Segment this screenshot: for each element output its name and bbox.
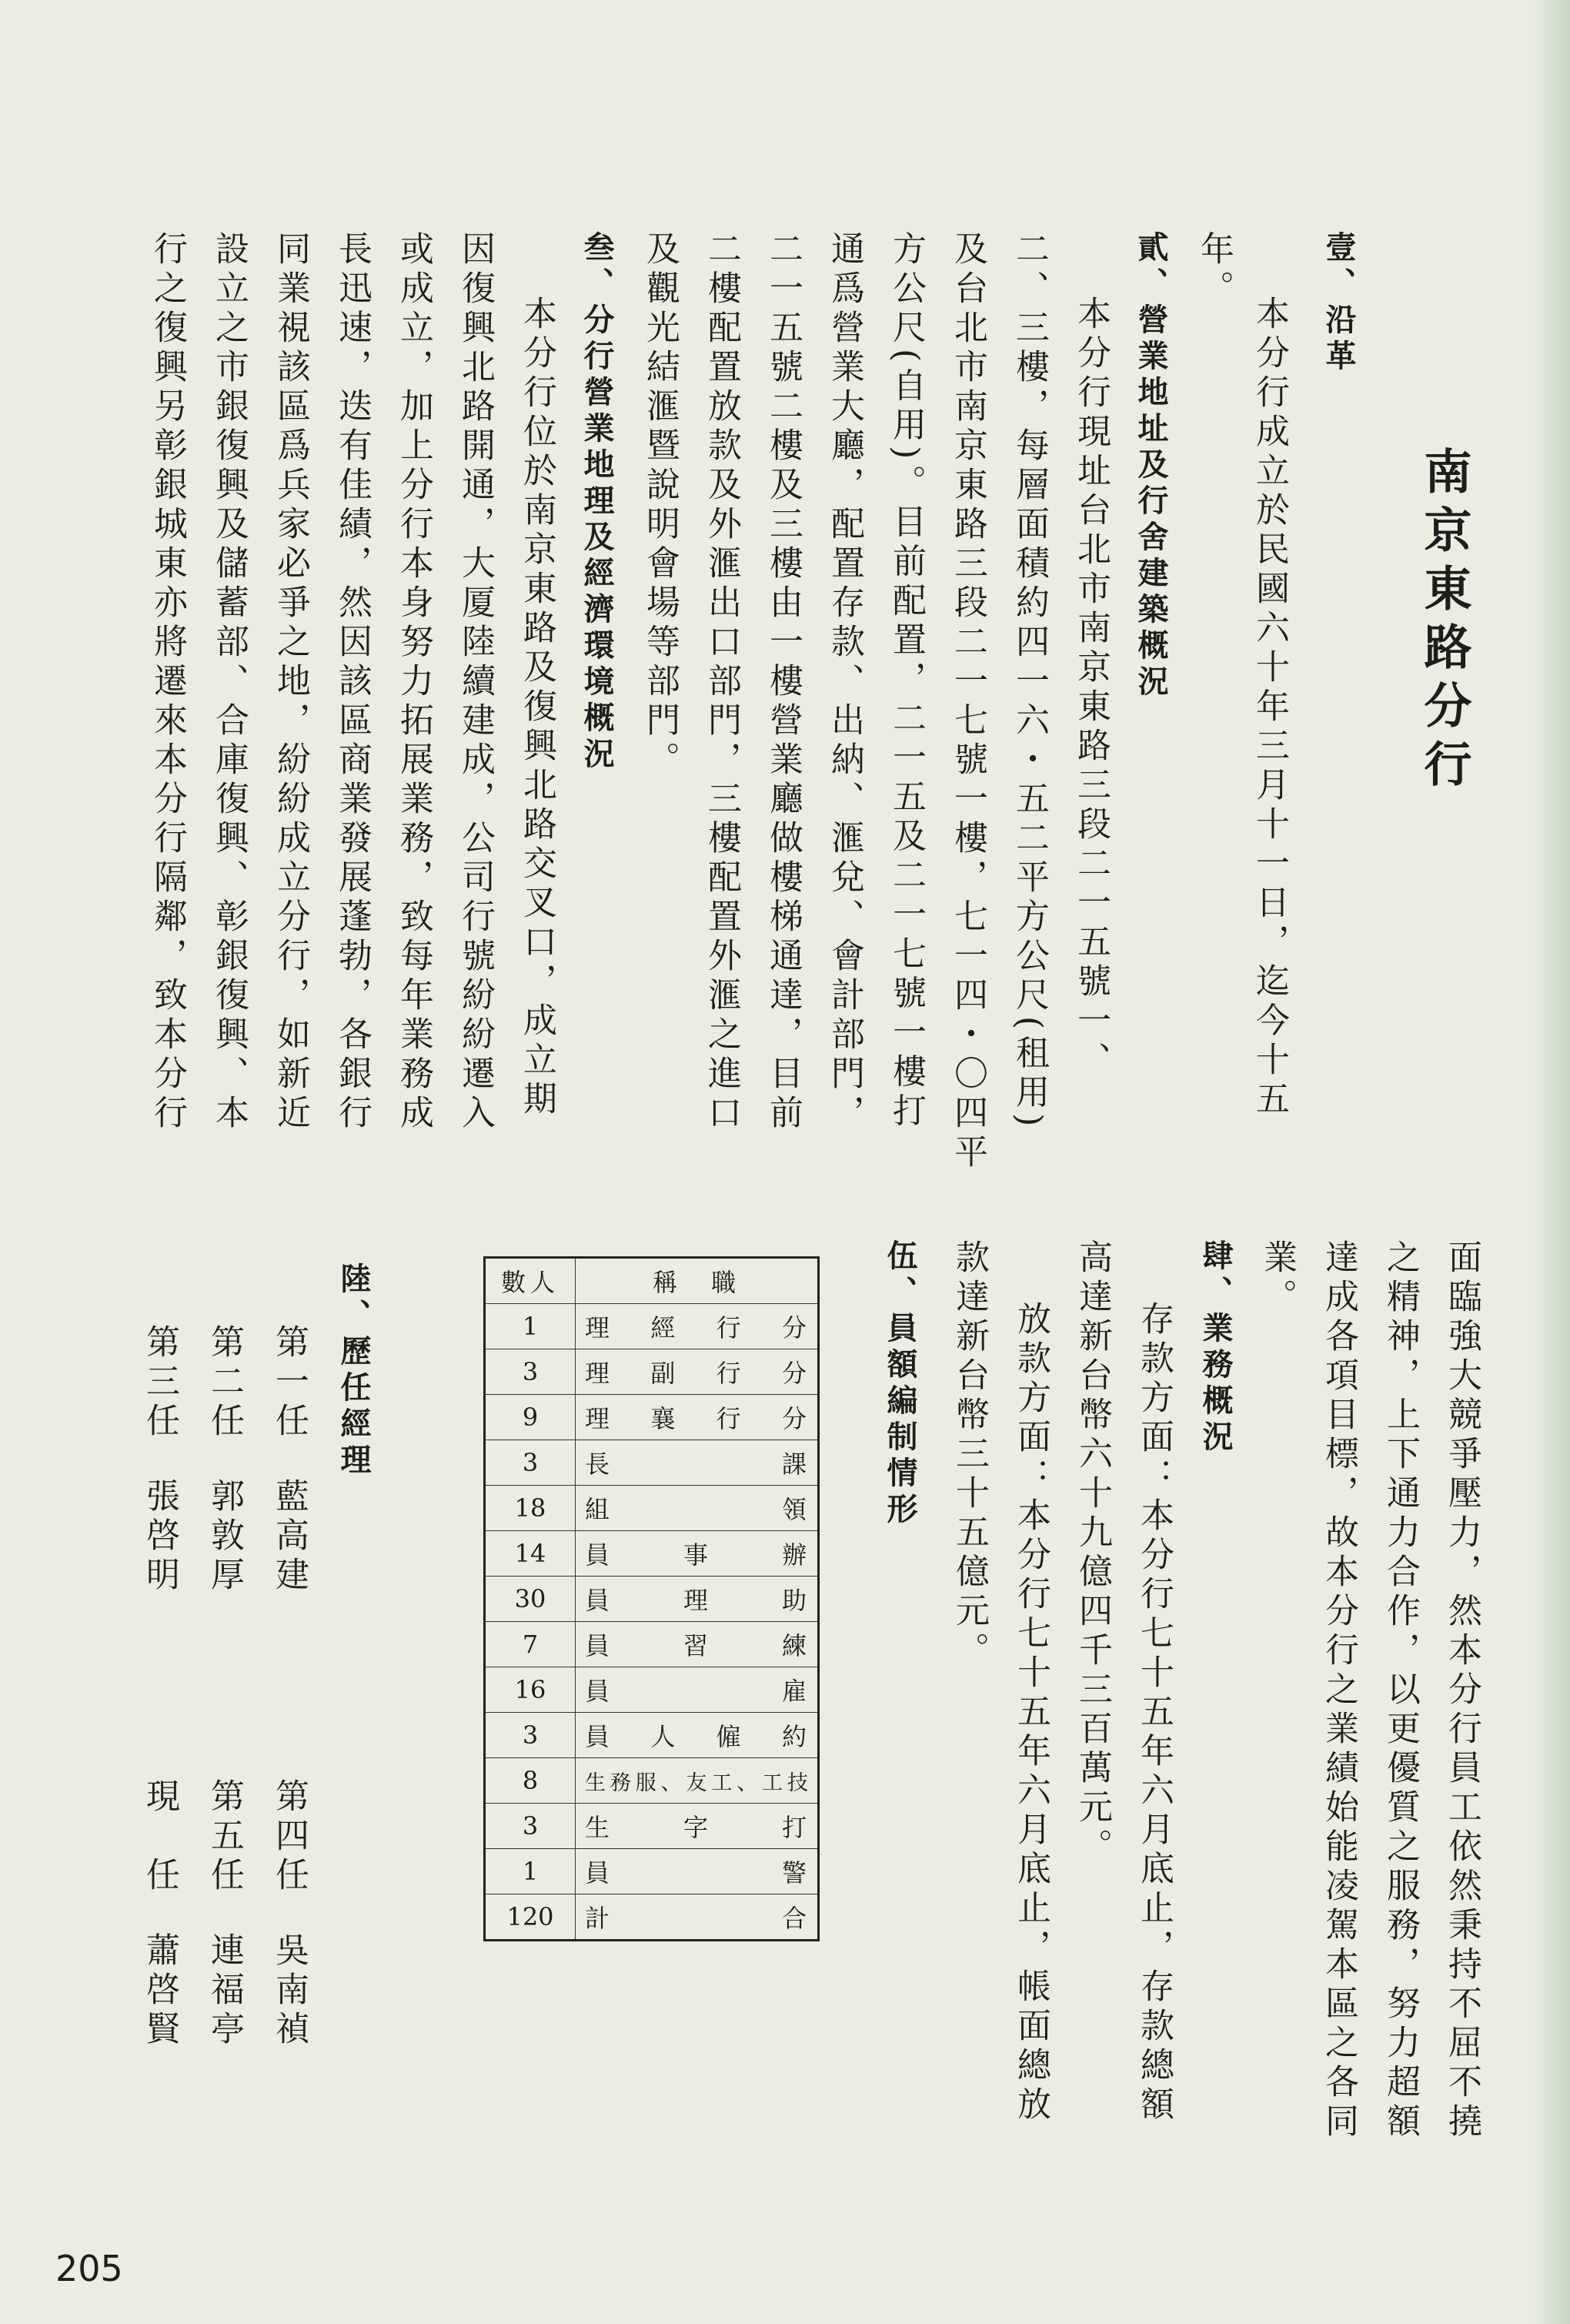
manager-name: 吳南禎 — [269, 1932, 309, 2050]
text-column: 及觀光結滙暨說明會場等部門。 — [640, 231, 680, 781]
table-row — [485, 1577, 819, 1622]
table-row — [485, 1667, 819, 1713]
text-column: 二一五號二樓及三樓由一樓營業廳做樓梯通達，目前 — [763, 231, 803, 1134]
page-edge-shadow — [1533, 0, 1570, 2324]
row-count: 3 — [485, 1804, 576, 1849]
manager-term: 第一任 — [269, 1324, 309, 1442]
staff-table — [483, 1256, 820, 1941]
row-position: 組領 — [576, 1486, 819, 1531]
text-column: 存款方面：本分行七十五年六月底止，存款總額 — [1134, 1301, 1174, 2125]
text-column: 行之復興另彰銀城東亦將遷來本分行隔鄰，致本分行 — [148, 231, 187, 1134]
text-column: 放款方面：本分行七十五年六月底止，帳面總放 — [1011, 1301, 1051, 2125]
table-row — [485, 1440, 819, 1486]
text-column: 設立之市銀復興及儲蓄部、合庫復興、彰銀復興、本 — [209, 231, 249, 1134]
text-column: 或成立，加上分行本身努力拓展業務，致每年業務成 — [394, 231, 433, 1134]
text-column: 二樓配置放款及外滙出口部門，三樓配置外滙之進口 — [702, 231, 741, 1134]
row-position: 員習練 — [576, 1622, 819, 1667]
row-position: 員雇 — [576, 1667, 819, 1713]
page-number: 205 — [55, 2248, 123, 2289]
row-position: 員理助 — [576, 1577, 819, 1622]
table-row — [485, 1622, 819, 1667]
row-position: 員警 — [576, 1849, 819, 1894]
table-row — [485, 1395, 819, 1440]
text-column: 之精神，上下通力合作，以更優質之服務，努力超額 — [1381, 1239, 1420, 2142]
manager-term: 第三任 — [140, 1324, 179, 1442]
row-position: 理副行分 — [576, 1349, 819, 1395]
text-column: 本分行成立於民國六十年三月十一日，迄今十五 — [1250, 296, 1289, 1120]
text-column: 面臨強大競爭壓力，然本分行員工依然秉持不屈不撓 — [1442, 1239, 1481, 2142]
table-row — [485, 1531, 819, 1577]
row-count: 14 — [485, 1531, 576, 1577]
row-count: 1 — [485, 1849, 576, 1894]
text-column: 同業視該區爲兵家必爭之地，紛紛成立分行，如新近 — [271, 231, 310, 1134]
table-header-row — [485, 1258, 819, 1304]
text-column: 方公尺(自用)。目前配置，二一五及二一七號一樓打 — [887, 231, 926, 1132]
text-column: 長迅速，迭有佳績，然因該區商業發展蓬勃，各銀行 — [332, 231, 372, 1134]
row-position: 員事辦 — [576, 1531, 819, 1577]
manager-name: 藍高建 — [269, 1478, 309, 1596]
manager-term: 第四任 — [269, 1778, 309, 1896]
row-position: 生務服、友工、工技 — [576, 1758, 819, 1804]
manager-term: 第五任 — [205, 1778, 244, 1896]
text-column: 通爲營業大廳，配置存款、出納、滙兌、會計部門， — [825, 231, 864, 1134]
row-count: 16 — [485, 1667, 576, 1713]
text-column: 款達新台幣三十五億元。 — [950, 1239, 989, 1671]
row-position: 長課 — [576, 1440, 819, 1486]
text-column: 及台北市南京東路三段二一七號一樓，七一四・〇四平 — [948, 231, 987, 1173]
text-column: 業。 — [1258, 1239, 1297, 1318]
header-position: 稱 職 — [576, 1258, 819, 1304]
section-heading-geography: 叁、分行營業地理及經濟環境概況 — [579, 231, 614, 774]
row-count: 7 — [485, 1622, 576, 1667]
table-row — [485, 1894, 819, 1941]
page-title: 南京東路分行 — [1416, 446, 1472, 798]
section-heading-history: 壹、沿革 — [1321, 231, 1356, 376]
row-count: 18 — [485, 1486, 576, 1531]
section-heading-address: 貳、營業地址及行舍建築概況 — [1133, 231, 1168, 701]
text-column: 高達新台幣六十九億四千三百萬元。 — [1073, 1239, 1112, 1868]
text-column: 二、三樓，每層面積約四一六・五二平方公尺(租用) — [1010, 231, 1049, 1132]
manager-name: 蕭啓賢 — [140, 1932, 179, 2050]
table-row — [485, 1349, 819, 1395]
row-count: 1 — [485, 1304, 576, 1349]
row-count: 9 — [485, 1395, 576, 1440]
row-count: 3 — [485, 1440, 576, 1486]
row-position: 理襄行分 — [576, 1395, 819, 1440]
table-row — [485, 1804, 819, 1849]
table-row — [485, 1486, 819, 1531]
header-count: 數人 — [485, 1258, 576, 1304]
row-position: 生字打 — [576, 1804, 819, 1849]
row-count: 3 — [485, 1349, 576, 1395]
manager-name: 連福亭 — [205, 1932, 244, 2050]
row-count: 3 — [485, 1713, 576, 1758]
row-position: 理經行分 — [576, 1304, 819, 1349]
row-count: 30 — [485, 1577, 576, 1622]
section-heading-staffing: 伍、員額編制情形 — [882, 1239, 917, 1529]
text-column: 達成各項目標，故本分行之業績始能凌駕本區之各同 — [1319, 1239, 1358, 2142]
section-heading-managers: 陸、歷任經理 — [336, 1262, 371, 1480]
text-column: 年。 — [1194, 231, 1234, 309]
manager-name: 郭敦厚 — [205, 1478, 244, 1596]
table-row — [485, 1758, 819, 1804]
manager-term: 現 任 — [140, 1778, 179, 1896]
row-count: 8 — [485, 1758, 576, 1804]
section-heading-business: 肆、業務概況 — [1198, 1239, 1233, 1456]
table-row — [485, 1713, 819, 1758]
table-row — [485, 1849, 819, 1894]
manager-term: 第二任 — [205, 1324, 244, 1442]
text-column: 本分行現址台北市南京東路三段二一五號一、 — [1071, 296, 1111, 1081]
text-column: 本分行位於南京東路及復興北路交叉口，成立期 — [517, 296, 556, 1120]
row-position: 員人僱約 — [576, 1713, 819, 1758]
manager-name: 張啓明 — [140, 1478, 179, 1596]
text-column: 因復興北路開通，大厦陸續建成，公司行號紛紛遷入 — [456, 231, 495, 1134]
row-position: 計合 — [576, 1894, 819, 1941]
row-count: 120 — [485, 1894, 576, 1941]
table-row — [485, 1304, 819, 1349]
